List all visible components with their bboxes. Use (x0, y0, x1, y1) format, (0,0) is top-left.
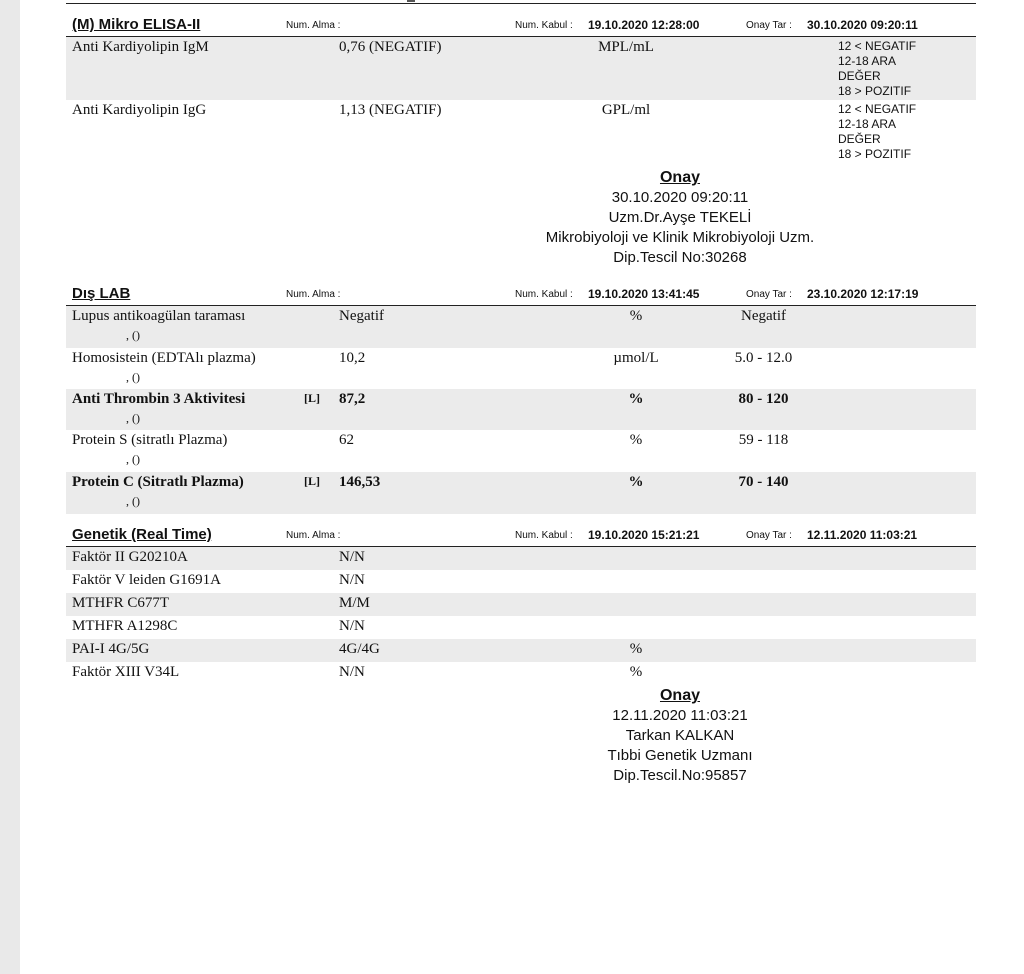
section-title: (M) Mikro ELISA-II (72, 16, 201, 33)
test-row (66, 100, 976, 163)
test-result: 1,13 (NEGATIF) (339, 102, 442, 118)
reference-range: 5.0 - 12.0 (734, 350, 793, 366)
test-result: 0,76 (NEGATIF) (339, 39, 442, 55)
num-kabul-value: 19.10.2020 13:41:45 (588, 287, 700, 301)
test-name: Protein S (sitratlı Plazma) (72, 432, 228, 448)
test-unit: GPL/ml (601, 102, 651, 118)
report-page (20, 0, 1024, 974)
test-result: 87,2 (339, 391, 366, 407)
onay-tar-label: Onay Tar : (746, 530, 792, 541)
test-subtext: , () (126, 328, 140, 342)
num-alma-label: Num. Alma : (286, 289, 341, 300)
section-header-dis-lab (66, 285, 976, 306)
test-result: N/N (339, 572, 365, 588)
test-result: 146,53 (339, 474, 381, 490)
onay-tar-label: Onay Tar : (746, 20, 792, 31)
test-unit: µmol/L (613, 350, 659, 366)
test-row (66, 547, 976, 570)
test-subtext: , () (126, 494, 140, 508)
onay-tar-value: 12.11.2020 11:03:21 (807, 528, 918, 542)
test-unit: % (629, 641, 643, 657)
approval-title: Onay (659, 169, 700, 186)
test-name: Protein C (Sitratlı Plazma) (72, 474, 244, 490)
test-result: 10,2 (339, 350, 366, 366)
test-unit: % (629, 432, 643, 448)
top-rule (66, 3, 976, 4)
test-name: Faktör V leiden G1691A (72, 572, 222, 588)
test-result: 62 (339, 432, 354, 448)
approval-block (500, 168, 860, 268)
onay-tar-label: Onay Tar : (746, 289, 792, 300)
num-kabul-label: Num. Kabul : (515, 530, 573, 541)
test-result: M/M (339, 595, 370, 611)
test-unit: % (628, 391, 644, 407)
test-result: 4G/4G (339, 641, 380, 657)
reference-range: 80 - 120 (738, 391, 789, 407)
test-subtext: , () (126, 411, 140, 425)
num-kabul-value: 19.10.2020 12:28:00 (588, 18, 700, 32)
num-kabul-label: Num. Kabul : (515, 289, 573, 300)
test-name: Faktör XIII V34L (72, 664, 180, 680)
test-name: Homosistein (EDTAlı plazma) (72, 350, 256, 366)
approver-name: Tarkan KALKAN (625, 727, 735, 744)
test-result: N/N (339, 664, 365, 680)
onay-tar-value: 30.10.2020 09:20:11 (807, 18, 918, 32)
test-row (66, 616, 976, 639)
num-alma-label: Num. Alma : (286, 530, 341, 541)
test-name: MTHFR A1298C (72, 618, 178, 634)
test-row (66, 348, 976, 389)
approver-registry: Dip.Tescil.No:95857 (613, 767, 747, 784)
test-row (66, 472, 976, 514)
test-name: Anti Kardiyolipin IgM (72, 39, 209, 55)
num-alma-label: Num. Alma : (286, 20, 341, 31)
onay-tar-value: 23.10.2020 12:17:19 (807, 287, 919, 301)
approver-role: Tıbbi Genetik Uzmanı (607, 747, 753, 764)
reference-range: 12 < NEGATIF 12-18 ARA DEĞER 18 > POZITIF (838, 102, 917, 161)
approval-title: Onay (659, 687, 700, 704)
section-header-genetik (66, 526, 976, 547)
test-name: Faktör II G20210A (72, 549, 188, 565)
abnormal-flag: [L] (304, 391, 320, 405)
test-row (66, 639, 976, 662)
test-unit: % (629, 308, 643, 324)
test-unit: % (628, 474, 644, 490)
test-subtext: , () (126, 370, 140, 384)
test-name: PAI-I 4G/5G (72, 641, 150, 657)
test-row (66, 37, 976, 100)
approval-datetime: 30.10.2020 09:20:11 (611, 189, 749, 206)
test-name: Anti Kardiyolipin IgG (72, 102, 207, 118)
num-kabul-label: Num. Kabul : (515, 20, 573, 31)
test-name: Anti Thrombin 3 Aktivitesi (72, 391, 246, 407)
test-row (66, 662, 976, 685)
test-unit: MPL/mL (598, 39, 654, 55)
test-result: N/N (339, 549, 365, 565)
approver-registry: Dip.Tescil No:30268 (613, 249, 747, 266)
test-subtext: , () (126, 452, 140, 466)
test-name: Lupus antikoagülan taraması (72, 308, 246, 324)
approval-block (500, 686, 860, 786)
abnormal-flag: [L] (304, 474, 320, 488)
reference-range: Negatif (741, 308, 786, 324)
test-row (66, 306, 976, 348)
approver-role: Mikrobiyoloji ve Klinik Mikrobiyoloji Uzm. (545, 229, 815, 246)
test-unit: % (629, 664, 643, 680)
top-cut-mark (407, 0, 415, 2)
section-title: Genetik (Real Time) (72, 526, 212, 543)
test-row (66, 430, 976, 472)
test-row (66, 570, 976, 593)
test-result: N/N (339, 618, 365, 634)
test-row (66, 389, 976, 430)
num-kabul-value: 19.10.2020 15:21:21 (588, 528, 700, 542)
reference-range: 12 < NEGATIF 12-18 ARA DEĞER 18 > POZITIF (838, 39, 917, 98)
test-name: MTHFR C677T (72, 595, 170, 611)
section-header-elisa (66, 16, 976, 37)
reference-range: 59 - 118 (738, 432, 789, 448)
approval-datetime: 12.11.2020 11:03:21 (612, 707, 748, 724)
approver-name: Uzm.Dr.Ayşe TEKELİ (608, 209, 752, 226)
section-title: Dış LAB (72, 285, 131, 302)
test-result: Negatif (339, 308, 384, 324)
reference-range: 70 - 140 (738, 474, 789, 490)
test-row (66, 593, 976, 616)
